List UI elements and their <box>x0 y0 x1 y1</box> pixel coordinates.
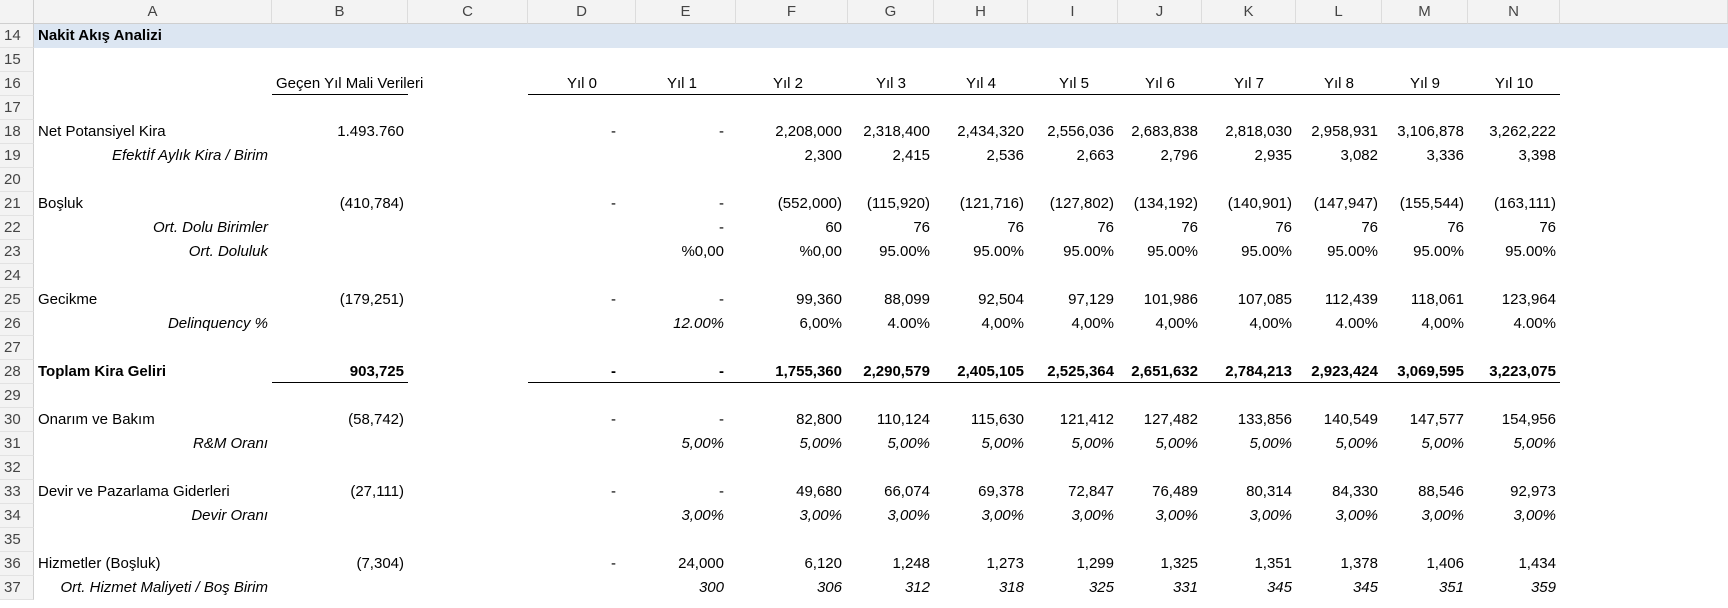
data-row <box>34 576 1728 600</box>
year-value[interactable]: 5,00% <box>681 435 724 452</box>
data-row <box>34 480 1728 504</box>
year-value[interactable]: 3,00% <box>1335 507 1378 524</box>
row-header[interactable]: 30 <box>0 408 34 432</box>
column-header-c[interactable]: C <box>408 0 528 24</box>
year-value[interactable]: - <box>611 411 616 428</box>
year-value[interactable]: 88,099 <box>884 291 930 308</box>
row-label[interactable]: Boşluk <box>38 195 84 212</box>
year-value[interactable]: 5,00% <box>981 435 1024 452</box>
year-value[interactable]: 5,00% <box>1335 435 1378 452</box>
year-value[interactable]: 5,00% <box>1155 435 1198 452</box>
year-value[interactable]: 3,336 <box>1426 147 1464 164</box>
header-underline-years <box>528 94 1560 95</box>
year-header-row <box>34 72 1728 96</box>
year-header[interactable]: Yıl 5 <box>1058 75 1089 92</box>
year-value[interactable] <box>598 144 728 168</box>
year-value[interactable]: 95.00% <box>1327 243 1378 260</box>
year-value[interactable]: 95.00% <box>1147 243 1198 260</box>
year-value[interactable]: 107,085 <box>1237 291 1292 308</box>
last-year-value[interactable]: (179,251) <box>339 291 404 308</box>
year-value[interactable]: 2,958,931 <box>1311 123 1378 140</box>
row-header[interactable]: 16 <box>0 72 34 96</box>
year-value[interactable]: 95.00% <box>879 243 930 260</box>
column-header-a[interactable]: A <box>34 0 272 24</box>
year-value[interactable]: 2,796 <box>1160 147 1198 164</box>
year-value[interactable]: 76 <box>1539 219 1556 236</box>
year-value[interactable]: (163,111) <box>1494 195 1556 212</box>
year-value[interactable]: 3,106,878 <box>1397 123 1464 140</box>
year-value[interactable]: 318 <box>998 579 1024 596</box>
year-value[interactable]: 3,00% <box>1513 507 1556 524</box>
row-label[interactable]: Efektİf Aylık Kira / Birim <box>111 147 268 164</box>
column-header-j[interactable]: J <box>1118 0 1202 24</box>
row-label[interactable]: Devir Oranı <box>191 507 268 524</box>
year-value[interactable]: 88,546 <box>1418 483 1464 500</box>
data-row <box>34 240 1728 264</box>
last-year-value[interactable] <box>272 240 408 264</box>
column-header-i[interactable]: I <box>1028 0 1118 24</box>
last-year-value[interactable] <box>272 504 408 528</box>
year-value[interactable]: 2,818,030 <box>1225 123 1292 140</box>
last-year-value[interactable] <box>272 144 408 168</box>
row-label[interactable]: Gecikme <box>38 291 98 308</box>
year-value[interactable]: 121,412 <box>1059 411 1114 428</box>
year-value[interactable]: - <box>719 363 724 380</box>
year-value[interactable]: 4.00% <box>1335 315 1378 332</box>
year-value[interactable]: 115,630 <box>970 411 1024 428</box>
year-value[interactable]: 69,378 <box>978 483 1024 500</box>
year-value[interactable]: (140,901) <box>1227 195 1292 212</box>
row-header[interactable]: 29 <box>0 384 34 408</box>
row-header[interactable]: 14 <box>0 24 34 48</box>
year-value[interactable]: 12.00% <box>673 315 724 332</box>
last-year-value[interactable]: 1.493.760 <box>337 123 404 140</box>
year-value[interactable]: 1,434 <box>1518 555 1556 572</box>
year-value[interactable]: 2,556,036 <box>1047 123 1114 140</box>
year-value[interactable]: 92,504 <box>978 291 1024 308</box>
last-year-value[interactable] <box>272 576 408 600</box>
year-value[interactable]: (147,947) <box>1313 195 1378 212</box>
last-year-value[interactable]: 903,725 <box>349 363 404 380</box>
year-value[interactable]: 76 <box>1361 219 1378 236</box>
year-value[interactable]: 4,00% <box>981 315 1024 332</box>
year-header[interactable]: Yıl 0 <box>566 75 597 92</box>
year-value[interactable]: 1,755,360 <box>775 363 842 380</box>
year-value[interactable]: 2,525,364 <box>1047 363 1114 380</box>
row-label[interactable]: R&M Oranı <box>192 435 268 452</box>
year-value[interactable]: 300 <box>698 579 724 596</box>
last-year-value[interactable] <box>272 216 408 240</box>
year-value[interactable]: 3,00% <box>1155 507 1198 524</box>
year-value[interactable]: 95.00% <box>1413 243 1464 260</box>
year-value[interactable]: 2,663 <box>1076 147 1114 164</box>
year-value[interactable]: 2,208,000 <box>775 123 842 140</box>
year-value[interactable]: 4.00% <box>887 315 930 332</box>
year-value[interactable]: 2,434,320 <box>957 123 1024 140</box>
year-value[interactable]: 4,00% <box>1421 315 1464 332</box>
row-header[interactable]: 25 <box>0 288 34 312</box>
year-value[interactable]: (127,802) <box>1049 195 1114 212</box>
year-value[interactable]: 2,415 <box>892 147 930 164</box>
data-row <box>34 360 1728 384</box>
section-title[interactable]: Nakit Akış Analizi <box>38 27 162 44</box>
row-label[interactable]: Toplam Kira Geliri <box>38 363 167 380</box>
year-value[interactable]: 5,00% <box>1249 435 1292 452</box>
data-row <box>34 408 1728 432</box>
year-value[interactable]: 3,00% <box>681 507 724 524</box>
year-value[interactable]: 3,00% <box>1421 507 1464 524</box>
year-value[interactable]: 97,129 <box>1068 291 1114 308</box>
year-value[interactable]: 2,683,838 <box>1131 123 1198 140</box>
data-row <box>34 144 1728 168</box>
year-value[interactable]: - <box>719 219 724 236</box>
year-value[interactable]: 127,482 <box>1143 411 1198 428</box>
column-header-e[interactable]: E <box>636 0 736 24</box>
data-row <box>34 432 1728 456</box>
year-value[interactable]: 1,351 <box>1254 555 1292 572</box>
year-header[interactable]: Yıl 8 <box>1323 75 1354 92</box>
year-value[interactable]: 345 <box>1352 579 1378 596</box>
row-header[interactable]: 21 <box>0 192 34 216</box>
year-header[interactable]: Yıl 3 <box>875 75 906 92</box>
row-header[interactable]: 23 <box>0 240 34 264</box>
row-header[interactable]: 36 <box>0 552 34 576</box>
year-value[interactable]: 2,290,579 <box>863 363 930 380</box>
year-value[interactable]: 1,248 <box>892 555 930 572</box>
year-value[interactable]: 6,00% <box>799 315 842 332</box>
last-year-value[interactable]: (7,304) <box>356 555 404 572</box>
column-header-d[interactable]: D <box>528 0 636 24</box>
year-value[interactable]: 306 <box>816 579 842 596</box>
data-row <box>34 312 1728 336</box>
year-value[interactable]: 80,314 <box>1246 483 1292 500</box>
year-value[interactable]: 95.00% <box>1505 243 1556 260</box>
year-value[interactable]: 2,536 <box>986 147 1024 164</box>
year-value[interactable]: 123,964 <box>1501 291 1556 308</box>
year-value[interactable]: 84,330 <box>1332 483 1378 500</box>
column-header-m[interactable]: M <box>1382 0 1468 24</box>
column-header-g[interactable]: G <box>848 0 934 24</box>
year-value[interactable]: 101,986 <box>1143 291 1198 308</box>
year-value[interactable]: 2,651,632 <box>1131 363 1198 380</box>
row-label[interactable]: Hizmetler (Boşluk) <box>38 555 161 572</box>
year-value[interactable]: 3,00% <box>1071 507 1114 524</box>
year-value[interactable]: 76 <box>1097 219 1114 236</box>
year-value[interactable]: 95.00% <box>1063 243 1114 260</box>
year-value[interactable]: 3,00% <box>887 507 930 524</box>
year-value[interactable]: 154,956 <box>1501 411 1556 428</box>
select-all-corner[interactable] <box>0 0 34 24</box>
row-label[interactable]: Ort. Doluluk <box>188 243 268 260</box>
year-value[interactable]: - <box>611 363 616 380</box>
year-value[interactable]: %0,00 <box>799 243 842 260</box>
year-value[interactable]: - <box>611 195 616 212</box>
year-value[interactable]: 3,00% <box>1249 507 1292 524</box>
column-header-f[interactable]: F <box>736 0 848 24</box>
data-row <box>34 504 1728 528</box>
column-header-l[interactable]: L <box>1296 0 1382 24</box>
row-header[interactable]: 26 <box>0 312 34 336</box>
row-label[interactable]: Ort. Dolu Birimler <box>152 219 268 236</box>
year-header[interactable]: Yıl 2 <box>772 75 803 92</box>
row-header[interactable]: 27 <box>0 336 34 360</box>
header-underline-b <box>272 94 408 95</box>
row-label[interactable]: Net Potansiyel Kira <box>38 123 166 140</box>
column-header-b[interactable]: B <box>272 0 408 24</box>
year-value[interactable]: - <box>611 291 616 308</box>
row-header[interactable]: 22 <box>0 216 34 240</box>
title-band <box>34 24 1728 48</box>
year-value[interactable]: 49,680 <box>796 483 842 500</box>
last-year-value[interactable]: (410,784) <box>339 195 404 212</box>
year-value[interactable]: 4,00% <box>1071 315 1114 332</box>
row-header[interactable]: 24 <box>0 264 34 288</box>
column-header-filler <box>1560 0 1728 24</box>
year-value[interactable]: 5,00% <box>799 435 842 452</box>
year-value[interactable]: 3,069,595 <box>1397 363 1464 380</box>
total-underline-years <box>528 382 1560 383</box>
column-header-n[interactable]: N <box>1468 0 1560 24</box>
last-year-value[interactable] <box>272 312 408 336</box>
year-value[interactable]: 6,120 <box>804 555 842 572</box>
year-value[interactable]: 95.00% <box>973 243 1024 260</box>
row-label[interactable]: Onarım ve Bakım <box>38 411 155 428</box>
row-header[interactable]: 19 <box>0 144 34 168</box>
year-header[interactable]: Yıl 1 <box>666 75 697 92</box>
data-row <box>34 216 1728 240</box>
row-header[interactable]: 15 <box>0 48 34 72</box>
year-value[interactable]: 82,800 <box>796 411 842 428</box>
year-value[interactable]: - <box>719 123 724 140</box>
year-value[interactable]: (115,920) <box>866 195 930 212</box>
year-value[interactable]: 4.00% <box>1513 315 1556 332</box>
year-value[interactable]: 66,074 <box>884 483 930 500</box>
year-value[interactable]: 76 <box>1275 219 1292 236</box>
year-value[interactable]: - <box>611 555 616 572</box>
year-value[interactable]: - <box>719 411 724 428</box>
row-label[interactable]: Delinquency % <box>167 315 268 332</box>
year-value[interactable]: 3,00% <box>799 507 842 524</box>
row-label[interactable]: Devir ve Pazarlama Giderleri <box>38 483 230 500</box>
year-value[interactable]: 4,00% <box>1249 315 1292 332</box>
year-value[interactable]: 1,299 <box>1076 555 1114 572</box>
year-value[interactable]: 331 <box>1172 579 1198 596</box>
year-value[interactable]: 99,360 <box>796 291 842 308</box>
year-value[interactable]: 1,406 <box>1426 555 1464 572</box>
data-row <box>34 552 1728 576</box>
year-value[interactable]: 76 <box>1007 219 1024 236</box>
row-header[interactable]: 18 <box>0 120 34 144</box>
year-header[interactable]: Yıl 4 <box>965 75 996 92</box>
column-header-k[interactable]: K <box>1202 0 1296 24</box>
year-value[interactable]: 3,082 <box>1340 147 1378 164</box>
total-underline-b <box>272 382 408 383</box>
year-value[interactable]: 5,00% <box>887 435 930 452</box>
row-header[interactable]: 35 <box>0 528 34 552</box>
year-value[interactable]: 112,439 <box>1324 291 1378 308</box>
year-value[interactable]: 3,223,075 <box>1489 363 1556 380</box>
last-year-financials-header[interactable]: Geçen Yıl Mali Verileri <box>276 75 424 92</box>
year-value[interactable]: 147,577 <box>1409 411 1464 428</box>
year-value[interactable]: 2,300 <box>804 147 842 164</box>
year-value[interactable]: 1,325 <box>1160 555 1198 572</box>
year-value[interactable]: 2,784,213 <box>1225 363 1292 380</box>
year-value[interactable]: 3,398 <box>1518 147 1556 164</box>
year-value[interactable]: 1,378 <box>1340 555 1378 572</box>
year-value[interactable]: 2,923,424 <box>1311 363 1378 380</box>
year-value[interactable]: 60 <box>825 219 842 236</box>
row-header[interactable]: 20 <box>0 168 34 192</box>
year-value[interactable]: 3,262,222 <box>1489 123 1556 140</box>
row-label[interactable]: Ort. Hizmet Maliyeti / Boş Birim <box>60 579 268 596</box>
year-value[interactable]: 2,405,105 <box>957 363 1024 380</box>
data-row <box>34 192 1728 216</box>
year-value[interactable]: 2,318,400 <box>863 123 930 140</box>
year-value[interactable]: 325 <box>1088 579 1114 596</box>
last-year-value[interactable] <box>272 432 408 456</box>
year-value[interactable]: 95.00% <box>1241 243 1292 260</box>
year-value[interactable]: 72,847 <box>1068 483 1114 500</box>
year-value[interactable]: 140,549 <box>1323 411 1378 428</box>
data-row <box>34 120 1728 144</box>
year-value[interactable]: 118,061 <box>1410 291 1464 308</box>
row-header[interactable]: 17 <box>0 96 34 120</box>
year-value[interactable]: 5,00% <box>1513 435 1556 452</box>
year-value[interactable]: 2,935 <box>1254 147 1292 164</box>
year-value[interactable]: 1,273 <box>986 555 1024 572</box>
year-header[interactable]: Yıl 7 <box>1233 75 1264 92</box>
data-row <box>34 288 1728 312</box>
year-value[interactable]: 312 <box>904 579 930 596</box>
year-value[interactable]: 351 <box>1438 579 1464 596</box>
year-value[interactable]: 5,00% <box>1421 435 1464 452</box>
year-value[interactable]: 359 <box>1530 579 1556 596</box>
year-value[interactable]: 76 <box>1447 219 1464 236</box>
year-value[interactable]: (121,716) <box>959 195 1024 212</box>
year-value[interactable]: 4,00% <box>1155 315 1198 332</box>
year-value[interactable]: - <box>719 483 724 500</box>
year-value[interactable]: - <box>611 483 616 500</box>
year-value[interactable]: %0,00 <box>681 243 724 260</box>
title-row <box>34 24 1728 48</box>
last-year-value[interactable]: (27,111) <box>350 483 404 500</box>
last-year-value[interactable]: (58,742) <box>348 411 404 428</box>
year-value[interactable]: (134,192) <box>1133 195 1198 212</box>
year-value[interactable]: 92,973 <box>1510 483 1556 500</box>
row-header[interactable]: 37 <box>0 576 34 600</box>
year-value[interactable]: 110,124 <box>876 411 930 428</box>
row-header[interactable]: 33 <box>0 480 34 504</box>
year-header[interactable]: Yıl 6 <box>1144 75 1175 92</box>
row-header[interactable]: 31 <box>0 432 34 456</box>
year-value[interactable]: - <box>611 123 616 140</box>
year-value[interactable]: 133,856 <box>1237 411 1292 428</box>
year-value[interactable]: (552,000) <box>777 195 842 212</box>
year-value[interactable]: - <box>719 195 724 212</box>
year-value[interactable]: - <box>719 291 724 308</box>
year-value[interactable]: 3,00% <box>981 507 1024 524</box>
year-value[interactable]: 5,00% <box>1071 435 1114 452</box>
column-header-h[interactable]: H <box>934 0 1028 24</box>
year-value[interactable]: 345 <box>1266 579 1292 596</box>
year-header[interactable]: Yıl 10 <box>1494 75 1534 92</box>
year-value[interactable]: 76 <box>913 219 930 236</box>
year-value[interactable]: 24,000 <box>678 555 724 572</box>
row-header[interactable]: 34 <box>0 504 34 528</box>
year-value[interactable]: (155,544) <box>1399 195 1464 212</box>
row-header[interactable]: 28 <box>0 360 34 384</box>
year-value[interactable]: 76,489 <box>1152 483 1198 500</box>
year-value[interactable]: 76 <box>1181 219 1198 236</box>
year-header[interactable]: Yıl 9 <box>1409 75 1440 92</box>
row-header[interactable]: 32 <box>0 456 34 480</box>
